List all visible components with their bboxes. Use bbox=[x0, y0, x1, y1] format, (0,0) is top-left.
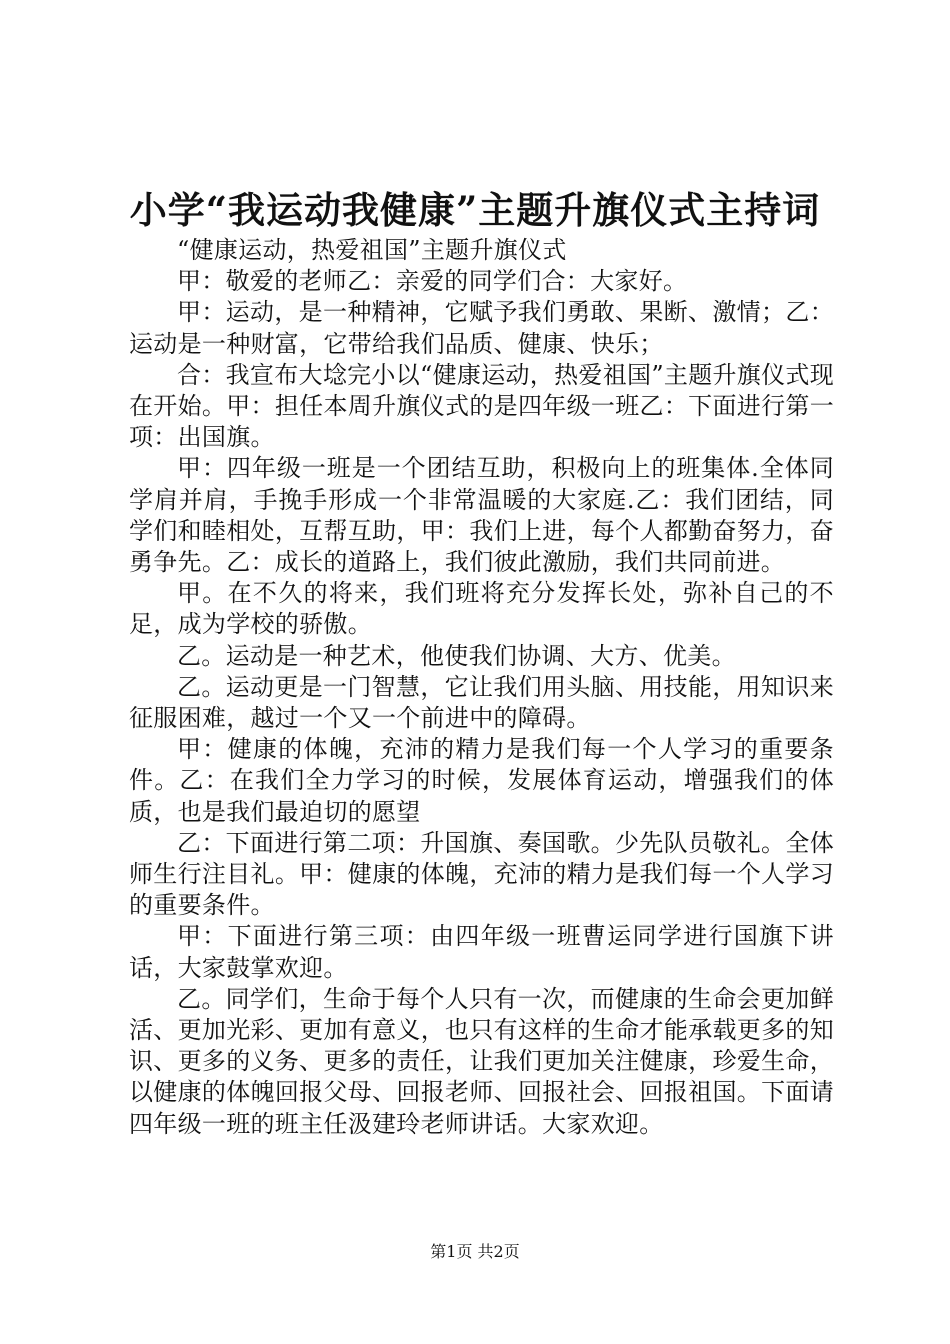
document-title: 小学“我运动我健康”主题升旗仪式主持词 bbox=[129, 188, 821, 232]
page-number-footer: 第1页 共2页 bbox=[430, 1242, 520, 1261]
document-body bbox=[129, 235, 834, 1140]
paragraph: 甲：敬爱的老师乙：亲爱的同学们合：大家好。 bbox=[177, 267, 688, 296]
paragraph: 合：我宣布大埝完小以“健康运动，热爱祖国”主题升旗仪式现在开始。甲：担任本周升旗仪式的是四年级一班乙：下面进行第一项：出国旗。 bbox=[129, 360, 834, 452]
paragraph: 甲：健康的体魄，充沛的精力是我们每一个人学习的重要条件。乙：在我们全力学习的时候，发展体育运动，增强我们的体质，也是我们最迫切的愿望 bbox=[129, 735, 834, 826]
paragraph: “健康运动，热爱祖国”主题升旗仪式 bbox=[177, 236, 567, 264]
paragraph: 乙。同学们，生命于每个人只有一次，而健康的生命会更加鲜活、更加光彩、更加有意义，也只有这样的生命才能承载更多的知识、更多的义务、更多的责任，让我们更加关注健康，珍爱生命，以健康的体魄回报父母、回报老师、回报社会、回报祖国。下面请四年级一班的班主任汲建玲老师讲话。大家欢迎。 bbox=[129, 984, 834, 1138]
paragraph: 乙：下面进行第二项：升国旗、奏国歌。少先队员敬礼。全体师生行注目礼。甲：健康的体魄，充沛的精力是我们每一个人学习的重要条件。 bbox=[129, 828, 834, 920]
paragraph: 甲：运动，是一种精神，它赋予我们勇敢、果断、激情；乙：运动是一种财富，它带给我们品质、健康、快乐； bbox=[129, 298, 834, 358]
paragraph: 甲：四年级一班是一个团结互助，积极向上的班集体.全体同学肩并肩，手挽手形成一个非常温暖的大家庭.乙：我们团结，同学们和睦相处，互帮互助，甲：我们上进，每个人都勤奋努力，奋勇争先。乙：成长的道路上，我们彼此激励，我们共同前进。 bbox=[129, 454, 834, 577]
paragraph: 乙。运动是一种艺术，他使我们协调、大方、优美。 bbox=[177, 641, 736, 670]
paragraph: 乙。运动更是一门智慧，它让我们用头脑、用技能，用知识来征服困难，越过一个又一个前进中的障碍。 bbox=[129, 672, 834, 733]
paragraph: 甲：下面进行第三项：由四年级一班曹运同学进行国旗下讲话，大家鼓掌欢迎。 bbox=[129, 922, 834, 982]
paragraph: 甲。在不久的将来，我们班将充分发挥长处，弥补自己的不足，成为学校的骄傲。 bbox=[129, 579, 834, 639]
